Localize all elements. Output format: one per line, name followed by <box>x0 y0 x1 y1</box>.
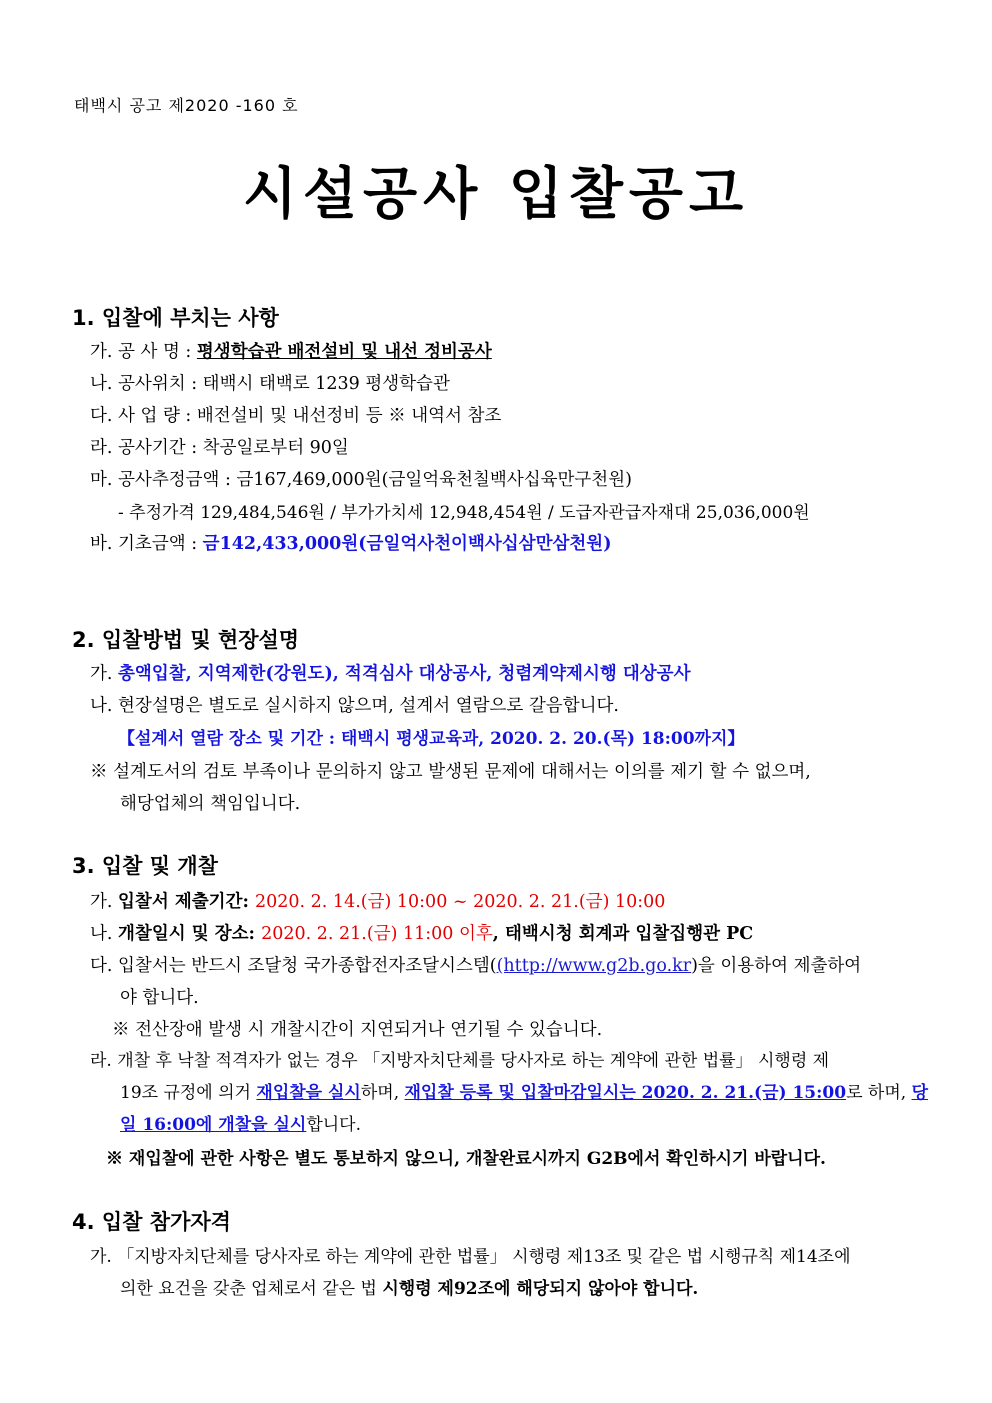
item-3d: 라. 개찰 후 낙찰 적격자가 없는 경우 「지방자치단체를 당사자로 하는 계약에 관한 법률」 시행령 제 <box>90 1051 830 1071</box>
item-3b <box>90 920 753 945</box>
item-1e-detail: - 추정가격 129,484,546원 / 부가가치세 12,948,454원 / 도급자관급자재대 25,036,000원 <box>118 503 810 523</box>
rebid-opening: 일 16:00에 개찰을 실시 <box>120 1115 307 1135</box>
item-3d-e: 로 하며, <box>846 1083 912 1103</box>
item-3b-label: 나. <box>90 924 119 944</box>
rebid-day: 당 <box>911 1083 928 1103</box>
section-4-title: 4. 입찰 참가자격 <box>72 1210 231 1234</box>
item-3c-warning: ※ 전산장애 발생 시 개찰시간이 지연되거나 연기될 수 있습니다. <box>112 1020 603 1040</box>
item-4a-cont <box>120 1274 698 1299</box>
section-3-title: 3. 입찰 및 개찰 <box>72 854 218 878</box>
item-1a <box>90 338 492 363</box>
opening-place: , 태백시청 회계과 입찰집행관 PC <box>492 924 754 944</box>
section-2-title: 2. 입찰방법 및 현장설명 <box>72 628 300 652</box>
item-2-warning: ※ 설계도서의 검토 부족이나 문의하지 않고 발생된 문제에 대해서는 이의를 제기 할 수 없으며, <box>90 762 811 782</box>
item-3a-label: 가. <box>90 892 119 912</box>
base-amount: 금142,433,000원(금일억사천이백사십삼만삼천원) <box>202 534 612 554</box>
rebid-deadline: 재입찰 등록 및 입찰마감일시는 2020. 2. 21.(금) 15:00 <box>404 1083 847 1103</box>
item-1c: 다. 사 업 량 : 배전설비 및 내선정비 등 ※ 내역서 참조 <box>90 406 502 426</box>
project-name: 평생학습관 배전설비 및 내선 정비공사 <box>196 342 492 362</box>
item-3d-end: 합니다. <box>306 1115 361 1135</box>
item-1f <box>90 530 611 555</box>
item-3d-cont <box>120 1078 928 1103</box>
item-2b: 나. 현장설명은 별도로 실시하지 않으며, 설계서 열람으로 갈음합니다. <box>90 696 619 716</box>
item-2a-label: 가. <box>90 664 119 684</box>
submission-period: 2020. 2. 14.(금) 10:00 ~ 2020. 2. 21.(금) 10:00 <box>255 892 666 912</box>
notice-number: 태백시 공고 제2020 -160 호 <box>74 96 299 115</box>
opening-key: 개찰일시 및 장소: <box>118 924 262 944</box>
item-3c-pre: 다. 입찰서는 반드시 조달청 국가종합전자조달시스템( <box>90 956 497 976</box>
item-1e: 마. 공사추정금액 : 금167,469,000원(금일억육천칠백사십육만구천원) <box>90 470 632 490</box>
item-3c-cont: 야 합니다. <box>120 988 199 1008</box>
item-1b: 나. 공사위치 : 태백시 태백로 1239 평생학습관 <box>90 374 450 394</box>
rebid-notice: 재입찰을 실시 <box>256 1083 361 1103</box>
bid-method: 총액입찰, 지역제한(강원도), 적격심사 대상공사, 청렴계약제시행 대상공사 <box>118 664 691 684</box>
item-1d: 라. 공사기간 : 착공일로부터 90일 <box>90 438 349 458</box>
item-4a: 가. 「지방자치단체를 당사자로 하는 계약에 관한 법률」 시행령 제13조 및 같은 법 시행규칙 제14조에 <box>90 1247 851 1267</box>
item-3c <box>90 952 861 977</box>
item-2a <box>90 660 690 685</box>
page-title: 시설공사 입찰공고 <box>242 162 750 227</box>
section-1-title: 1. 입찰에 부치는 사항 <box>72 306 279 330</box>
item-2b-note: 【설계서 열람 장소 및 기간 : 태백시 평생교육과, 2020. 2. 20.(목) 18:00까지】 <box>118 729 745 749</box>
g2b-link[interactable]: (http://www.g2b.go.kr <box>496 956 692 976</box>
item-3d-warning: ※ 재입찰에 관한 사항은 별도 통보하지 않으니, 개찰완료시까지 G2B에서 확인하시기 바랍니다. <box>106 1149 826 1169</box>
item-3a <box>90 888 665 913</box>
item-3d-c: 하며, <box>360 1083 405 1103</box>
submission-key: 입찰서 제출기간: <box>118 892 256 912</box>
item-2-warning-cont: 해당업체의 책임입니다. <box>120 794 301 814</box>
opening-time: 2020. 2. 21.(금) 11:00 이후 <box>261 924 493 944</box>
item-4a-pre: 의한 요건을 갖춘 업체로서 같은 법 <box>120 1279 383 1299</box>
item-3c-post: )을 이용하여 제출하여 <box>691 956 862 976</box>
item-1f-label: 바. 기초금액 : <box>90 534 203 554</box>
item-3d-a: 19조 규정에 의거 <box>120 1083 257 1103</box>
item-3d-cont2 <box>120 1110 361 1135</box>
item-1a-label: 가. 공 사 명 : <box>90 342 197 362</box>
qualification-note: 시행령 제92조에 해당되지 않아야 합니다. <box>382 1279 699 1299</box>
